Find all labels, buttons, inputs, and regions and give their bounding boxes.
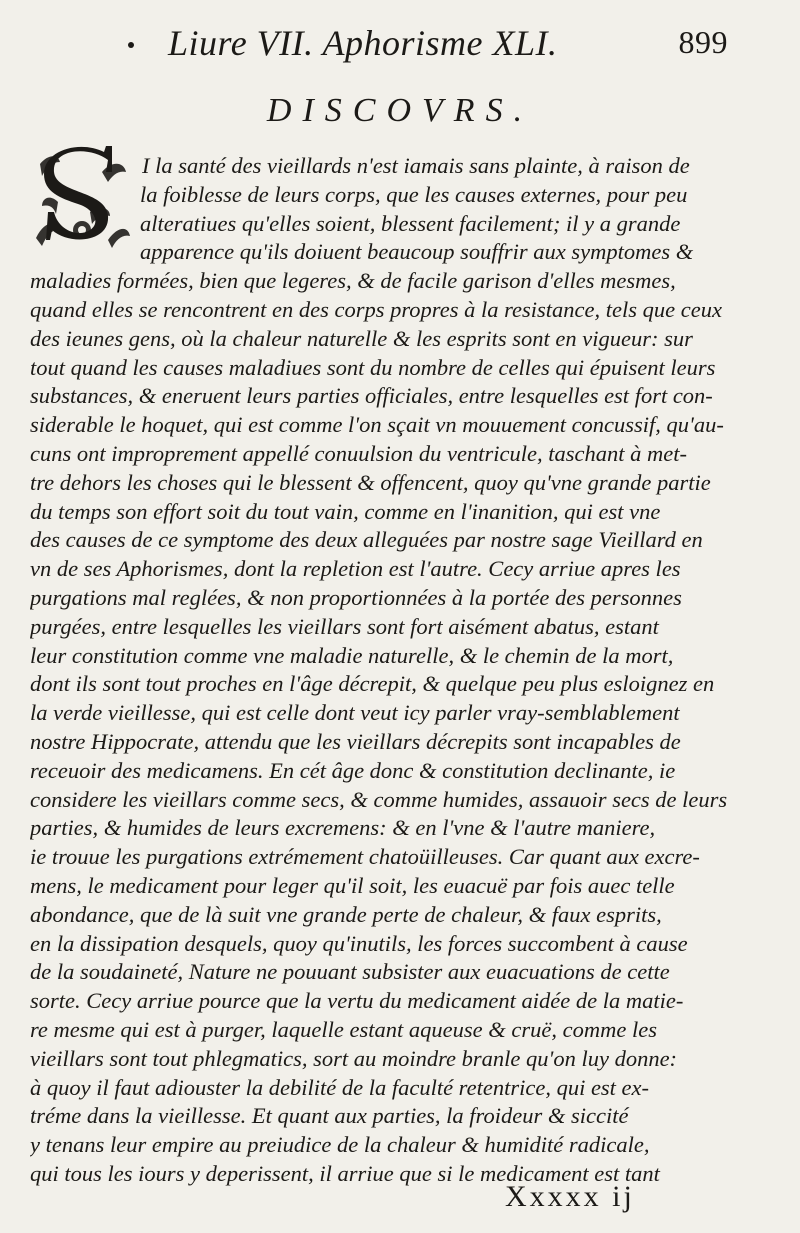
text-line: receuoir des medicamens. En cét âge donc & constitution declinante, ie [30,757,676,783]
header-bullet [128,42,134,48]
text-line: siderable le hoquet, qui est comme l'on sçait vn mouuement concussif, qu'au- [30,412,724,438]
text-line: la foiblesse de leurs corps, que les causes externes, pour peu [140,181,688,207]
running-head [168,22,728,66]
text-line: apparence qu'ils doiuent beaucoup souffrir aux symptomes & [140,239,694,265]
text-line: leur constitution comme vne maladie naturelle, & le chemin de la mort, [30,642,674,668]
text-line: qui tous les iours y deperissent, il arriue que si le medicament est tant [30,1161,660,1186]
text-line: tre dehors les choses qui le blessent & offencent, quoy qu'vne grande partie [30,469,711,495]
text-line: des ieunes gens, où la chaleur naturelle & les esprits sont en vigueur: sur [30,325,693,351]
text-line: considere les vieillars comme secs, & comme humides, assauoir secs de leurs [30,786,728,812]
text-line: alteratiues qu'elles soient, blessent facilement; il y a grande [140,210,681,236]
text-line: cuns ont improprement appellé conuulsion du ventricule, taschant à met- [30,441,687,466]
text-line: tout quand les causes maladiues sont du nombre de celles qui épuisent leurs [30,354,716,380]
text-line: purgées, entre lesquelles les vieillars sont fort aisément abatus, estant [30,613,659,639]
text-line: abondance, que de là suit vne grande perte de chaleur, & faux esprits, [30,901,662,927]
text-line: du temps son effort soit du tout vain, comme en l'inanition, qui est vne [30,498,661,524]
signature-mark: Xxxxx ij [505,1180,635,1213]
text-line: tréme dans la vieillesse. Et quant aux parties, la froideur & siccité [30,1103,629,1129]
ornamental-drop-cap [30,142,134,252]
text-line: quand elles se rencontrent en des corps propres à la resistance, tels que ceux [30,297,722,322]
text-line: ie trouue les purgations extrémement chatoüilleuses. Car quant aux excre- [30,844,700,870]
text-line: des causes de ce symptome des deux alleguées par nostre sage Vieillard en [30,527,703,553]
text-line: substances, & eneruent leurs parties officiales, entre lesquelles est fort con- [30,383,713,409]
text-line: nostre Hippocrate, attendu que les vieillars décrepits sont incapables de [30,729,681,754]
text-line: maladies formées, bien que legeres, & de facile garison d'elles mesmes, [30,268,676,294]
text-line: à quoy il faut adiouster la debilité de la faculté retentrice, qui est ex- [30,1074,650,1100]
text-line: de la soudaineté, Nature ne pouuant subsister aux euacuations de cette [30,959,670,985]
text-line: vieillars sont tout phlegmatics, sort au moindre branle qu'on luy donne: [30,1045,678,1071]
running-title: Liure VII. Aphorisme XLI. [168,23,558,63]
text-line: dont ils sont tout proches en l'âge décrepit, & quelque peu plus esloignez en [30,671,715,697]
text-line: en la dissipation desquels, quoy qu'inutils, les forces succombent à cause [30,930,688,956]
page-number: 899 [678,24,728,60]
text-line: sorte. Cecy arriue pource que la vertu du medicament aidée de la matie- [30,988,684,1014]
text-line: mens, le medicament pour leger qu'il soit, les euacuë par fois auec telle [30,873,675,898]
text-line: re mesme qui est à purger, laquelle estant aqueuse & cruë, comme les [30,1017,657,1042]
text-line: la verde vieillesse, qui est celle dont veut icy parler vray-semblablement [30,700,680,726]
section-title: DISCOVRS. [266,92,534,129]
text-line: parties, & humides de leurs excremens: & en l'vne & l'autre maniere, [30,815,656,841]
text-line: y tenans leur empire au preiudice de la chaleur & humidité radicale, [30,1132,650,1158]
text-line: I la santé des vieillards n'est iamais sans plainte, à raison de [142,153,690,178]
text-line: vn de ses Aphorismes, dont la repletion est l'autre. Cecy arriue apres les [30,556,681,582]
text-line: purgations mal reglées, & non proportionnées à la portée des personnes [30,585,682,610]
